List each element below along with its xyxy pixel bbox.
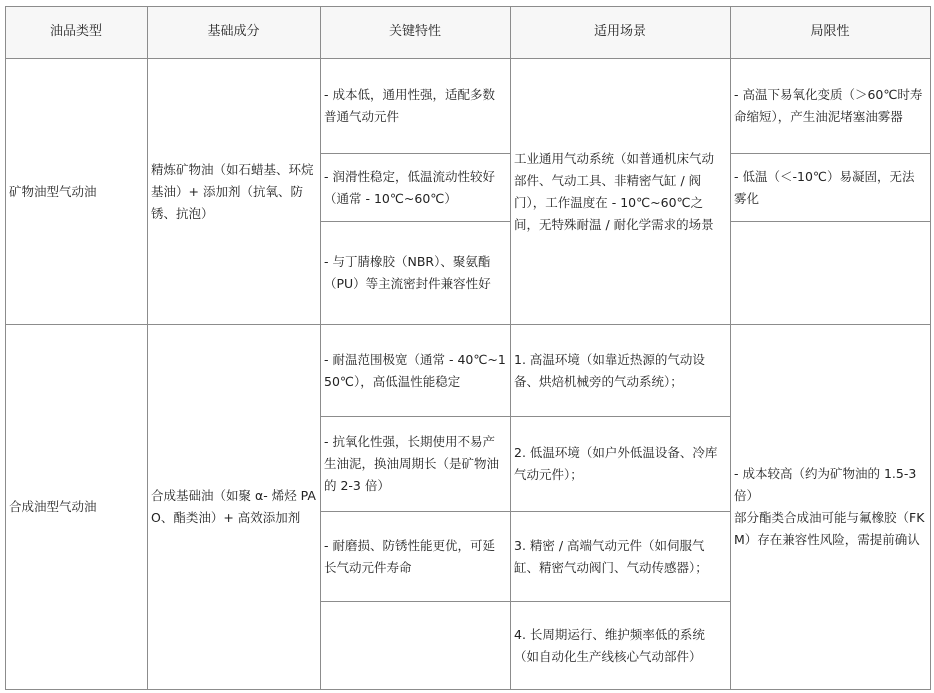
mineral-scenario [510, 59, 730, 324]
synthetic-scenario-text: 1. 高温环境（如靠近热源的气动设备、烘焙机械旁的气动系统）； [514, 351, 705, 389]
synthetic-scenario-1 [510, 325, 730, 416]
header-scenarios: 适用场景 [593, 24, 646, 39]
header-limitations: 局限性 [810, 24, 850, 39]
header-base-composition: 基础成分 [207, 24, 260, 39]
header-oil-type: 油品类型 [49, 24, 102, 39]
synthetic-feature-2 [320, 417, 510, 511]
synthetic-scenario-3 [510, 512, 730, 601]
mineral-scenario-text: 工业通用气动系统（如普通机床气动部件、气动工具、非精密气缸 / 阀门），工作温度在 - 10℃~60℃之间，无特殊耐温 / 耐化学需求的场景 [514, 150, 715, 232]
synthetic-oil-type-text: 合成油型气动油 [9, 499, 97, 514]
mineral-feature-1 [320, 59, 510, 153]
mineral-feature-text: - 润滑性稳定，低温流动性较好（通常 - 10℃~60℃） [324, 168, 495, 206]
mineral-feature-text: - 与丁腈橡胶（NBR）、聚氨酯（PU）等主流密封件兼容性好 [324, 254, 491, 291]
mineral-feature-2 [320, 154, 510, 221]
synthetic-feature-3 [320, 512, 510, 601]
synthetic-scenario-text: 2. 低温环境（如户外低温设备、冷库气动元件）； [514, 445, 718, 482]
mineral-base-text: 精炼矿物油（如石蜡基、环烷基油）+ 添加剂（抗氧、防锈、抗泡） [151, 161, 314, 221]
grid-line [5, 689, 931, 690]
mineral-limitation-text: - 低温（＜-10℃）易凝固，无法雾化 [734, 168, 915, 206]
header-key-features: 关键特性 [388, 24, 441, 39]
synthetic-feature-1 [320, 325, 510, 416]
grid-line [930, 6, 931, 690]
mineral-feature-text: - 成本低，通用性强，适配多数普通气动元件 [324, 87, 495, 124]
synthetic-limitation-text [734, 463, 926, 551]
synthetic-base-composition [147, 325, 320, 689]
synthetic-limitation-1: - 成本较高（约为矿物油的 1.5-3 倍） [734, 466, 917, 503]
mineral-feature-3 [320, 222, 510, 324]
synthetic-limitation-2: 部分酯类合成油可能与氟橡胶（FKM）存在兼容性风险，需提前确认 [734, 510, 925, 547]
mineral-limitation-text: - 高温下易氧化变质（＞60℃时寿命缩短），产生油泥堵塞油雾器 [734, 87, 923, 124]
mineral-base-composition [147, 59, 320, 324]
synthetic-feature-text: - 耐温范围极宽（通常 - 40℃~150℃），高低温性能稳定 [324, 351, 506, 389]
grid-line [320, 601, 510, 602]
synthetic-scenario-2 [510, 417, 730, 511]
synthetic-feature-text: - 抗氧化性强，长期使用不易产生油泥，换油周期长（是矿物油的 2-3 倍） [324, 434, 500, 493]
synthetic-scenario-4 [510, 602, 730, 689]
comparison-table [5, 6, 931, 690]
synthetic-scenario-text: 3. 精密 / 高端气动元件（如伺服气缸、精密气动阀门、气动传感器）； [514, 537, 708, 575]
mineral-oil-type-text: 矿物油型气动油 [9, 183, 97, 199]
synthetic-feature-text: - 耐磨损、防锈性能更优，可延长气动元件寿命 [324, 537, 495, 575]
mineral-oil-type [5, 59, 147, 324]
synthetic-limitations [730, 325, 930, 689]
synthetic-oil-type [5, 325, 147, 689]
synthetic-scenario-text: 4. 长周期运行、维护频率低的系统（如自动化生产线核心气动部件） [514, 626, 705, 664]
synthetic-base-text: 合成基础油（如聚 α- 烯烃 PAO、酯类油）+ 高效添加剂 [151, 488, 316, 525]
mineral-limitation-2 [730, 154, 930, 221]
grid-line [730, 221, 930, 222]
mineral-limitation-1 [730, 59, 930, 153]
